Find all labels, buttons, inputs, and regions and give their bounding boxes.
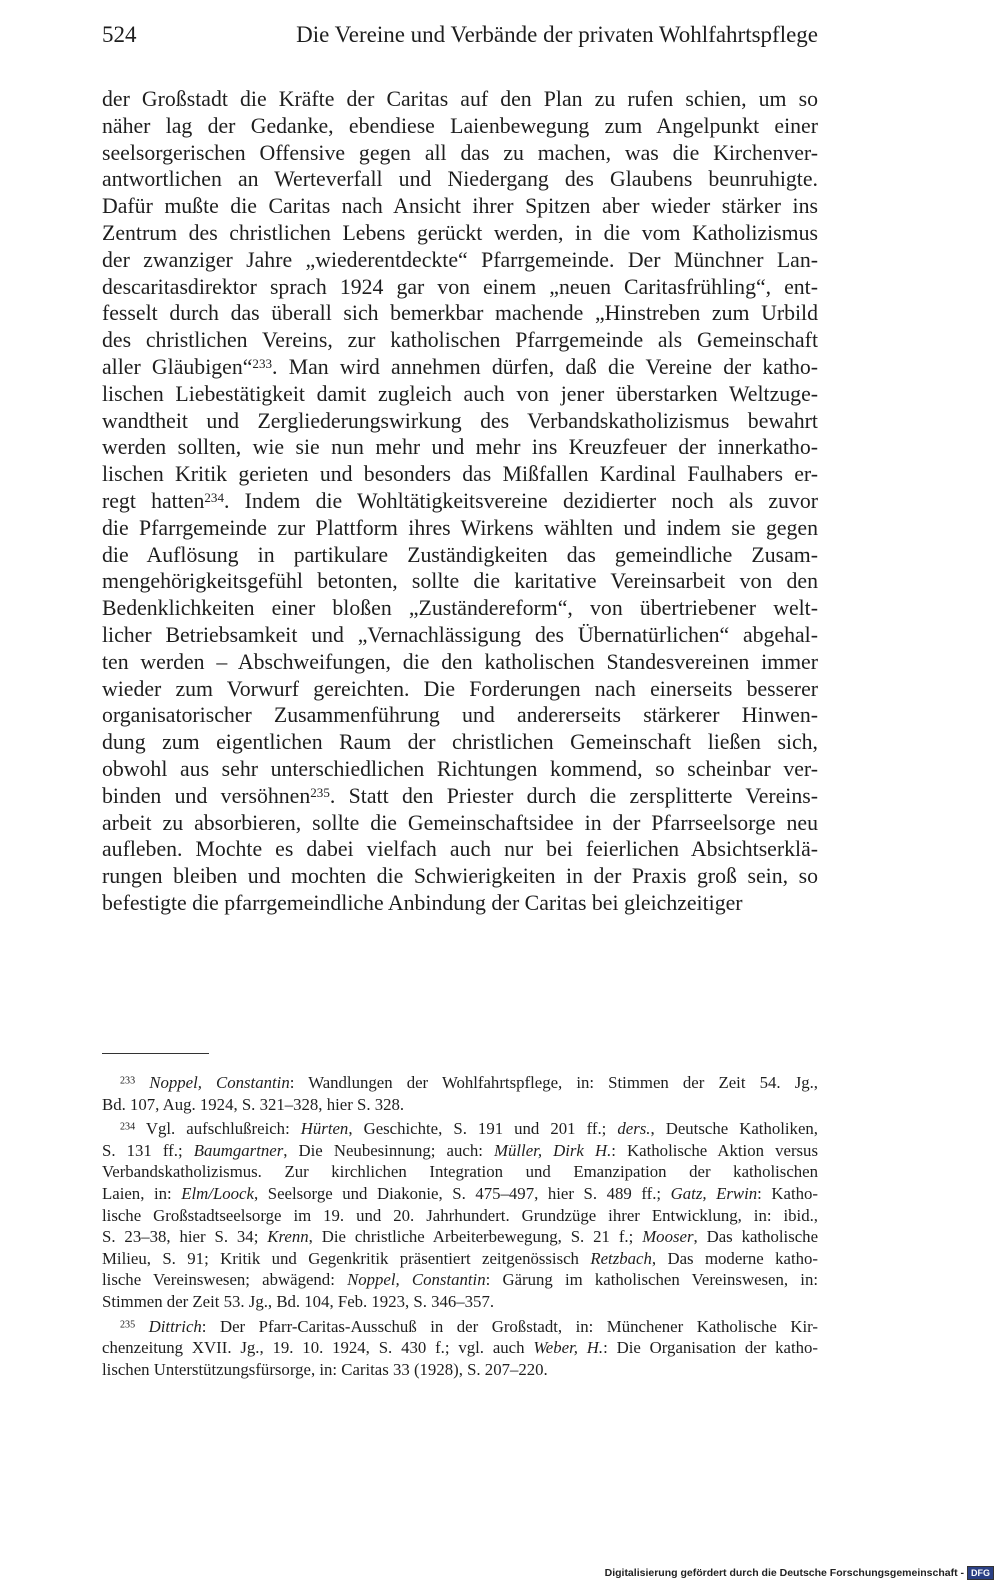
body-line: befestigte die pfarrgemeindliche Anbindung der Caritas bei gleichzeitiger [102,890,743,915]
body-line: werden sollten, wie sie nun mehr und mehr ins Kreuzfeuer der innerkatho- [102,435,818,460]
credit-text: Digitalisierung gefördert durch die Deutsche Forschungsgemeinschaft - [604,1567,964,1579]
footnote-text: Vgl. aufschlußreich: Hürten, Geschichte, S. 191 und 201 ff.; ders., Deutsche Katholiken, [145,1119,818,1139]
footnote-235 [102,1316,818,1381]
body-line: dung zum eigentlichen Raum der christlichen Gemeinschaft ließen sich, [102,730,818,755]
footnote-text: lischen Unterstützungsfürsorge, in: Caritas 33 (1928), S. 207–220. [102,1359,548,1379]
body-line: fesselt durch das überall sich bemerkbar machende „Hinstreben zum Urbild [102,301,818,326]
running-head: Die Vereine und Verbände der privaten Wohlfahrtspflege [296,22,818,47]
footnote-line [102,1094,818,1116]
footnote-line [102,1140,818,1162]
body-line: licher Betriebsamkeit und „Vernachlässigung des Übernatürlichen“ abgehal- [102,622,818,647]
footnote-234 [102,1118,818,1312]
body-line: obwohl aus sehr unterschiedlichen Richtungen kommend, so scheinbar ver- [102,756,818,781]
digitization-credit [605,1566,994,1580]
footnote-line [102,1183,818,1205]
footnote-text: Dittrich: Der Pfarr-Caritas-Ausschuß in der Großstadt, in: Münchener Katholische Kir- [148,1316,819,1336]
body-line: lischen Kritik gerieten und besonders das Mißfallen Kardinal Faulhabers er- [102,462,818,487]
footnote-line [102,1118,818,1140]
footnote-text: Milieu, S. 91; Kritik und Gegenkritik präsentiert zeitgenössisch Retzbach, Das moderne katho- [102,1248,818,1268]
body-line: wandtheit und Zergliederungswirkung des Verbandskatholizismus bewahrt [102,408,818,433]
body-line: aufleben. Mochte es dabei vielfach auch nur bei feierlichen Absichtserklä- [102,837,818,862]
footnote-text: Stimmen der Zeit 53. Jg., Bd. 104, Feb. 1923, S. 346–357. [102,1291,495,1311]
body-line: regt hatten$^{234}$. Indem die Wohltätigkeitsvereine dezidierter noch als zuvor [102,488,818,513]
footnote-number: 233 [120,1075,136,1087]
body-line: ten werden – Abschweifungen, die den katholischen Standesvereinen immer [102,649,818,674]
footnote-line [102,1337,818,1359]
footnote-reference: 234 [204,490,224,506]
body-line: wieder zum Vorwurf gereichten. Die Forderungen nach einerseits besserer [102,676,818,701]
body-line: arbeit zu absorbieren, sollte die Gemeinschaftsidee in der Pfarrseelsorge neu [102,810,818,835]
footnote-text: Verbandskatholizismus. Zur kirchlichen Integration und Emanzipation der katholischen [102,1162,818,1182]
footnote-number: 234 [120,1121,136,1133]
footnote-line [102,1161,818,1183]
footnote-line [102,1072,818,1094]
body-line: der zwanziger Jahre „wiederentdeckte“ Pfarrgemeinde. Der Münchner Lan- [102,247,818,272]
footnote-line [102,1316,818,1338]
footnote-text: Laien, in: Elm/Loock, Seelsorge und Diakonie, S. 475–497, hier S. 489 ff.; Gatz, Erwin: Katho- [102,1183,818,1203]
footnote-number: 235 [120,1319,136,1330]
body-line: lischen Liebestätigkeit damit zugleich auch von jener überstarken Weltzuge- [102,381,818,406]
footnote-233 [102,1072,818,1115]
body-text [102,86,818,917]
footnote-text: S. 23–38, hier S. 34; Krenn, Die christliche Arbeiterbewegung, S. 21 f.; Mooser, Das katholische [102,1227,819,1247]
body-line: Dafür mußte die Caritas nach Ansicht ihrer Spitzen aber wieder stärker ins [102,194,818,219]
dfg-logo: DFG [967,1566,994,1580]
footnote-line [102,1269,818,1291]
footnote-text: Bd. 107, Aug. 1924, S. 321–328, hier S. 328. [102,1094,405,1114]
footnotes [102,1072,818,1380]
body-line: Bedenklichkeiten einer bloßen „Zuständereform“, von übertriebener welt- [102,596,818,621]
body-line: descaritasdirektor sprach 1924 gar von einem „neuen Caritasfrühling“, ent- [102,274,818,299]
page-header [102,22,818,56]
body-line: näher lag der Gedanke, ebendiese Laienbewegung zum Angelpunkt einer [102,113,818,138]
footnote-line [102,1205,818,1227]
body-line: die Auflösung in partikulare Zuständigkeiten das gemeindliche Zusam- [102,542,818,567]
body-line: rungen bleiben und mochten die Schwierigkeiten in der Praxis groß sein, so [102,864,818,889]
footnote-line [102,1291,818,1313]
footnote-reference: 235 [310,784,330,800]
footnote-text: S. 131 ff.; Baumgartner, Die Neubesinnung; auch: Müller, Dirk H.: Katholische Aktion versus [102,1140,818,1160]
body-line: mengehörigkeitsgefühl betonten, sollte die karitative Vereinsarbeit von den [102,569,818,594]
footnote-reference: 233 [252,356,273,372]
body-line: Zentrum des christlichen Lebens gerückt werden, in die vom Katholizismus [102,220,818,245]
footnote-text: lische Vereinswesen; abwägend: Noppel, Constantin: Gärung im katholischen Vereinswesen, in: [102,1270,819,1290]
body-line: seelsorgerischen Offensive gegen all das zu machen, was die Kirchenver- [102,140,818,165]
footnote-text: Noppel, Constantin: Wandlungen der Wohlfahrtspflege, in: Stimmen der Zeit 54. Jg., [149,1073,819,1092]
footnote-line [102,1226,818,1248]
body-line: die Pfarrgemeinde zur Plattform ihres Wirkens wählten und indem sie gegen [102,515,818,540]
footnote-line [102,1359,818,1381]
footnote-text: chenzeitung XVII. Jg., 19. 10. 1924, S. 430 f.; vgl. auch Weber, H.: Die Organisation der katho- [102,1338,818,1358]
body-line: binden und versöhnen$^{235}$. Statt den Priester durch die zersplitterte Vereins- [102,783,818,808]
body-line: organisatorischer Zusammenführung und andererseits stärkerer Hinwen- [102,703,818,728]
body-line: des christlichen Vereins, zur katholischen Pfarrgemeinde als Gemeinschaft [102,328,818,353]
footnote-text: lische Großstadtseelsorge im 19. und 20. Jahrhundert. Grundzüge ihrer Entwicklung, in: ibid., [102,1205,818,1225]
footnote-line [102,1248,818,1270]
body-line: der Großstadt die Kräfte der Caritas auf den Plan zu rufen schien, um so [102,87,818,111]
footnote-divider [102,1053,209,1054]
page-number: 524 [102,22,137,47]
body-line: antwortlichen an Werteverfall und Niedergang des Glaubens beunruhigte. [102,167,818,192]
body-line: aller Gläubigen“$^{233}$. Man wird annehmen dürfen, daß die Vereine der katho- [102,354,818,379]
